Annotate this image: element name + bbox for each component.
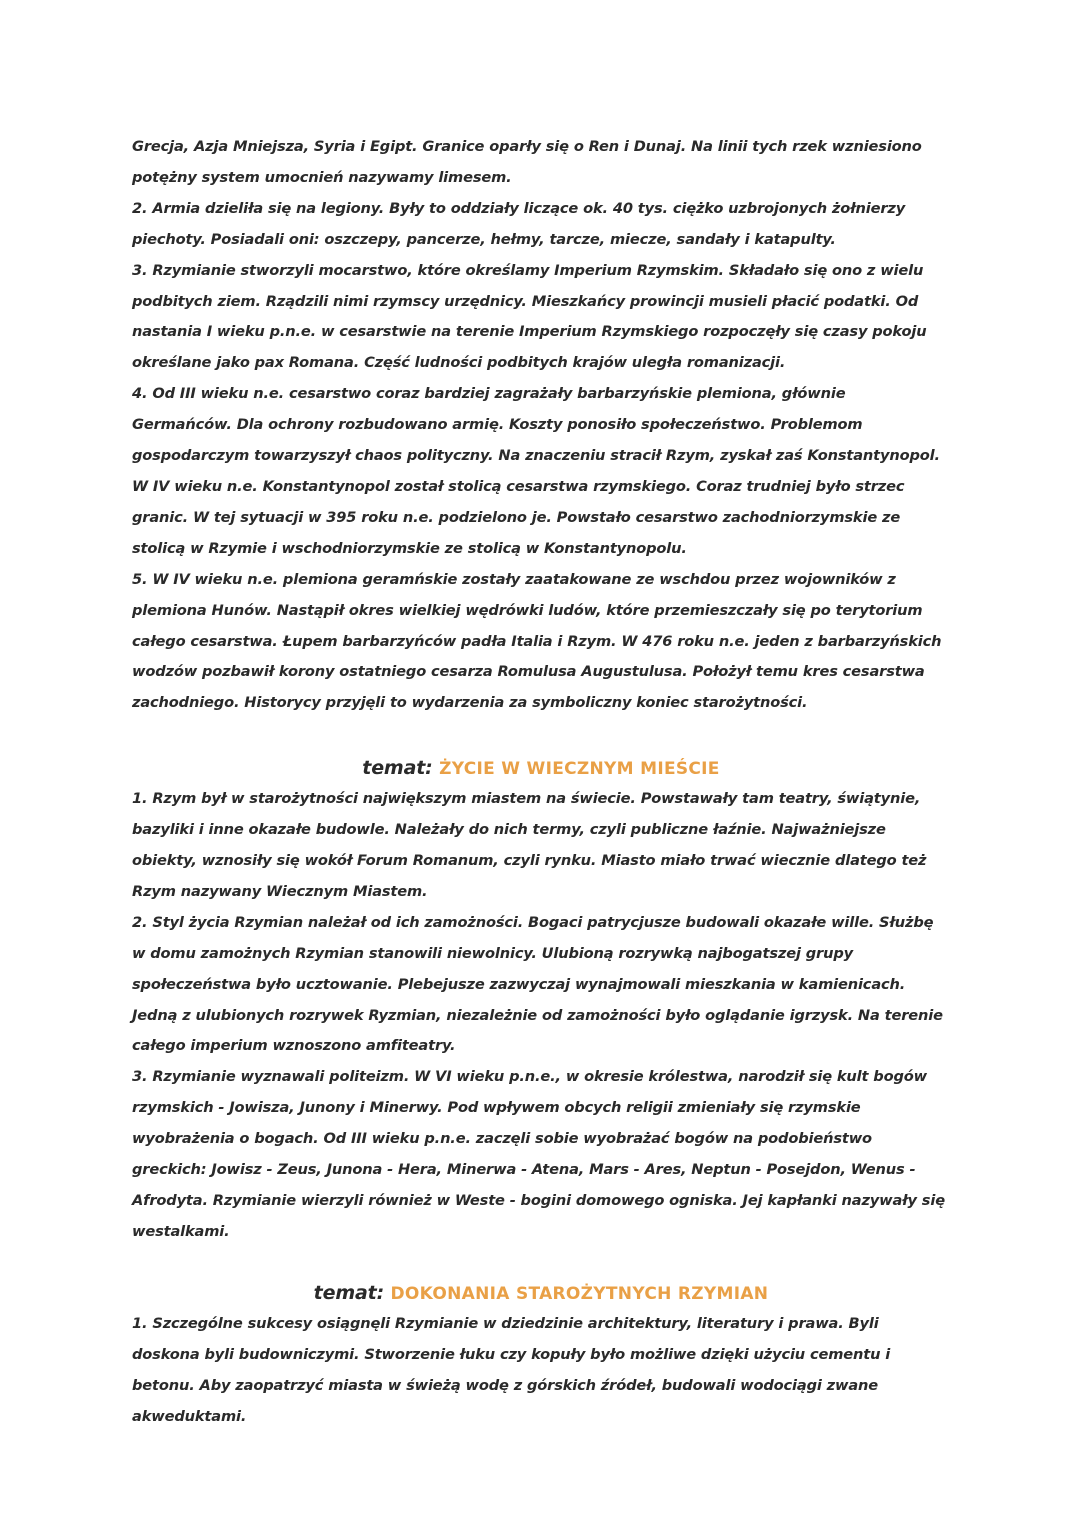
paragraph-imperium: 3. Rzymianie stworzyli mocarstwo, które określamy Imperium Rzymskim. Składało się ono z wielu podbitych ziem. Rządzili nimi rzymscy urzędnicy. Mieszkańcy prowincji musieli płacić podatki. Od nastania I wieku p.n.e. w cesarstwie na terenie Imperium Rzymskiego rozpoczęły się czasy pokoju określane jako pax Romana. Część ludności podbitych krajów uległa romanizacji. (132, 261, 927, 372)
paragraph-lifestyle: 2. Styl życia Rzymian należał od ich zamożności. Bogaci patrycjusze budowali okazałe wille. Służbę w domu zamożnych Rzymian stanowili niewolnicy. Ulubioną rozrywką najbogatszej grupy społeczeństwa było ucztowanie. Plebejusze zazwyczaj wynajmowali mieszkania w kamienicach. Jedną z ulubionych rozrywek Ryzmian, niezależnie od zamożności było oglądanie igrzysk. Na terenie całego imperium wznoszono amfiteatry. (132, 913, 943, 1055)
topic-prefix: temat: (362, 757, 433, 780)
paragraph-religion: 3. Rzymianie wyznawali politeizm. W VI wieku p.n.e., w okresie królestwa, narodził się kult bogów rzymskich - Jowisza, Junony i Minerwy. Pod wpływem obcych religii zmieniały się rzymskie wyobrażenia o bogach. Od III wieku p.n.e. zaczęli sobie wyobrażać bogów na podobieństwo greckich: Jowisz - Zeus, Junona - Hera, Minerwa - Atena, Mars - Ares, Neptun - Posejdon, Wenus - Afrodyta. Rzymianie wierzyli również w Weste - bogini domowego ogniska. Jej kapłanki nazywały się westalkami. (132, 1068, 945, 1240)
section-achievements (132, 1309, 950, 1433)
section-eternal-city (132, 784, 950, 1248)
topic-title: DOKONANIA STAROŻYTNYCH RZYMIAN (390, 1283, 769, 1304)
paragraph-crisis: 4. Od III wieku n.e. cesarstwo coraz bardziej zagrażały barbarzyńskie plemiona, głównie Germańców. Dla ochrony rozbudowano armię. Koszty ponosiło społeczeństwo. Problemom gospodarczym towarzyszył chaos polityczny. Na znaczeniu stracił Rzym, zyskał zaś Konstantynopol. W IV wieku n.e. Konstantynopol został stolicą cesarstwa rzymskiego. Coraz trudniej było strzec granic. W tej sytuacji w 395 roku n.e. podzielono je. Powstało cesarstwo zachodniorzymskie ze stolicą w Rzymie i wschodniorzymskie ze stolicą w Konstantynopolu. (132, 385, 940, 557)
topic-title: ŻYCIE W WIECZNYM MIEŚCIE (439, 759, 720, 780)
topic-heading-achievements (132, 1278, 950, 1309)
paragraph-city: 1. Rzym był w starożytności największym miastem na świecie. Powstawały tam teatry, świątynie, bazyliki i inne okazałe budowle. Należały do nich termy, czyli publiczne łaźnie. Najważniejsze obiekty, wznosiły się wokół Forum Romanum, czyli rynku. Miasto miało trwać wiecznie dlatego też Rzym nazywany Wiecznym Miastem. (132, 790, 927, 900)
paragraph-architecture: 1. Szczególne sukcesy osiągnęli Rzymianie w dziedzinie architektury, literatury i prawa. Byli doskona byli budowniczymi. Stworzenie łuku czy kopuły było możliwe dzięki użyciu cementu i betonu. Aby zaopatrzyć miasta w świeżą wodę z górskich źródeł, budowali wodociągi zwane akweduktami. (132, 1314, 891, 1425)
paragraph-fall: 5. W IV wieku n.e. plemiona geramńskie zostały zaatakowane ze wschdou przez wojowników z plemiona Hunów. Nastąpił okres wielkiej wędrówki ludów, które przemieszczały się po terytorium całego cesarstwa. Łupem barbarzyńców padła Italia i Rzym. W 476 roku n.e. jeden z barbarzyńskich wodzów pozbawił korony ostatniego cesarza Romulusa Augustulusa. Położył temu kres cesarstwa zachodniego. Historycy przyjęli to wydarzenia za symboliczny koniec starożytności. (132, 570, 942, 712)
topic-heading-eternal-city (132, 753, 950, 784)
topic-prefix: temat: (313, 1281, 385, 1304)
section-rome-empire (132, 132, 950, 719)
paragraph-army: 2. Armia dzieliła się na legiony. Były to oddziały liczące ok. 40 tys. ciężko uzbrojonych żołnierzy piechoty. Posiadali oni: oszczepy, pancerze, hełmy, tarcze, miecze, sandały i katapulty. (132, 199, 906, 248)
page-content (132, 132, 950, 1432)
paragraph-borders: Grecja, Azja Mniejsza, Syria i Egipt. Granice oparły się o Ren i Dunaj. Na linii tych rzek wzniesiono potężny system umocnień nazywamy limesem. (132, 138, 922, 186)
